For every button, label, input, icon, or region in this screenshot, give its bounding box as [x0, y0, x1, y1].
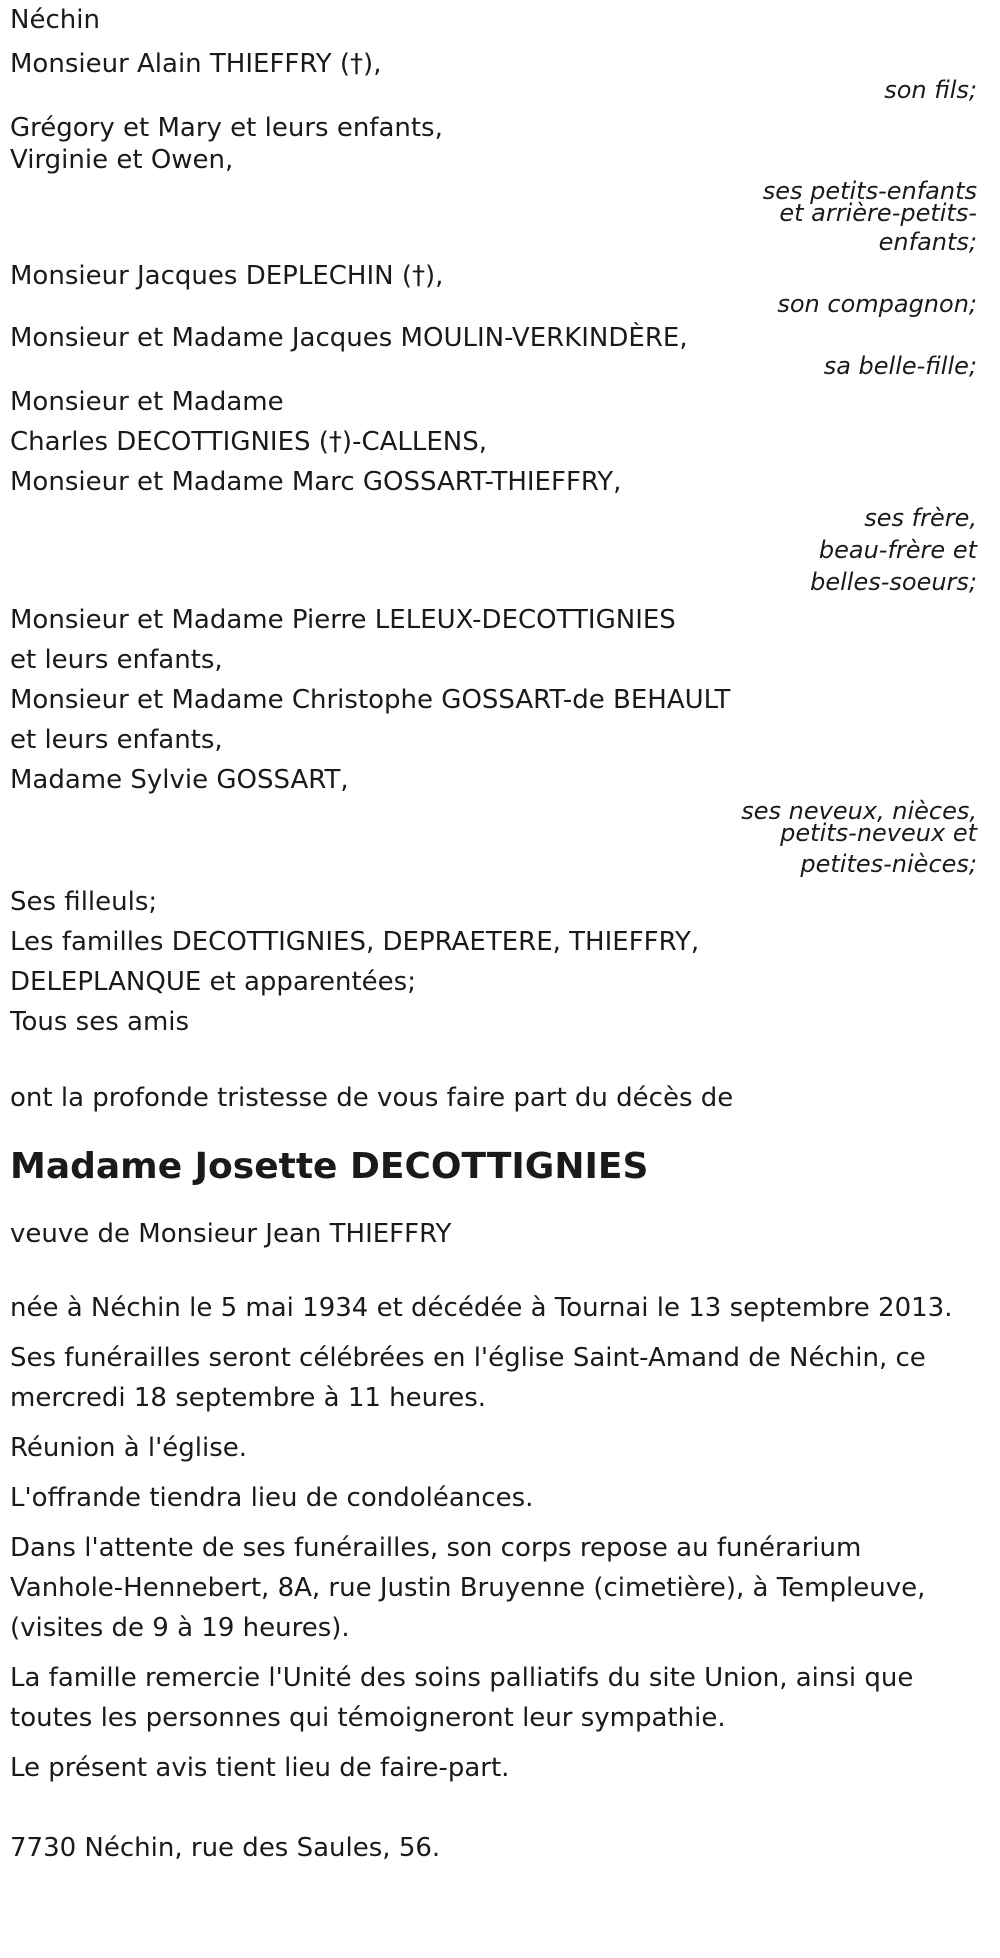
family-line: Monsieur et Madame Christophe GOSSART-de BEHAULT: [10, 685, 731, 715]
paragraph-line: toutes les personnes qui témoigneront leur sympathie.: [10, 1703, 726, 1733]
family-line: et leurs enfants,: [10, 645, 223, 675]
family-line: Monsieur et Madame Marc GOSSART-THIEFFRY,: [10, 467, 622, 497]
relation-label: petites-nièces;: [800, 850, 977, 878]
relation-label: beau-frère et: [818, 536, 977, 564]
relation-label: ses petits-enfants: [762, 177, 977, 205]
family-line: Monsieur Jacques DEPLECHIN (†),: [10, 261, 444, 291]
relation-label: enfants;: [878, 228, 977, 256]
family-group-companion: [10, 256, 990, 318]
family-line: Monsieur et Madame Jacques MOULIN-VERKINDÈRE,: [10, 323, 688, 353]
family-line: DELEPLANQUE et apparentées;: [10, 967, 416, 997]
family-line: Monsieur et Madame: [10, 387, 284, 417]
paragraph-birth-death: [10, 1288, 990, 1328]
paragraph-line: mercredi 18 septembre à 11 heures.: [10, 1383, 487, 1413]
paragraph-line: Réunion à l'église.: [10, 1433, 248, 1463]
paragraph-line: L'offrande tiendra lieu de condoléances.: [10, 1483, 534, 1513]
widow-of-text: veuve de Monsieur Jean THIEFFRY: [10, 1219, 452, 1249]
family-line: Virginie et Owen,: [10, 145, 234, 175]
relation-label: ses neveux, nièces,: [741, 797, 977, 825]
family-line: et leurs enfants,: [10, 725, 223, 755]
paragraph-line: Vanhole-Hennebert, 8A, rue Justin Bruyenne (cimetière), à Templeuve,: [10, 1573, 926, 1603]
paragraph-offering: [10, 1478, 990, 1518]
address-text: 7730 Néchin, rue des Saules, 56.: [10, 1833, 441, 1863]
family-line: Charles DECOTTIGNIES (†)-CALLENS,: [10, 427, 488, 457]
family-group-grandchildren: [10, 108, 990, 256]
relation-label: son compagnon;: [777, 290, 977, 318]
paragraph-line: Le présent avis tient lieu de faire-part.: [10, 1753, 510, 1783]
paragraph-funeral: [10, 1338, 990, 1418]
header-place: Néchin: [10, 5, 100, 35]
family-line: Madame Sylvie GOSSART,: [10, 765, 349, 795]
family-group-nephews: [10, 600, 990, 878]
relation-label: son fils;: [884, 76, 977, 104]
paragraph-notice: [10, 1748, 990, 1788]
paragraph-line: née à Néchin le 5 mai 1934 et décédée à Tournai le 13 septembre 2013.: [10, 1293, 953, 1323]
family-line: Monsieur Alain THIEFFRY (†),: [10, 49, 382, 79]
paragraph-line: Ses funérailles seront célébrées en l'église Saint-Amand de Néchin, ce: [10, 1343, 926, 1373]
family-line: Les familles DECOTTIGNIES, DEPRAETERE, THIEFFRY,: [10, 927, 700, 957]
family-group-siblings: [10, 382, 990, 596]
paragraph-line: La famille remercie l'Unité des soins palliatifs du site Union, ainsi que: [10, 1663, 914, 1693]
relation-label: ses frère,: [864, 504, 977, 532]
family-line: Monsieur et Madame Pierre LELEUX-DECOTTIGNIES: [10, 605, 676, 635]
paragraph-line: Dans l'attente de ses funérailles, son corps repose au funérarium: [10, 1533, 862, 1563]
family-line: Ses filleuls;: [10, 887, 158, 917]
relation-label: belles-soeurs;: [810, 568, 977, 596]
relation-label: petits-neveux et: [780, 819, 977, 847]
family-line: Tous ses amis: [10, 1007, 190, 1037]
family-group-others: [10, 882, 990, 1042]
family-group-son: [10, 44, 990, 104]
relation-label: sa belle-fille;: [823, 352, 977, 380]
paragraph-funerarium: [10, 1528, 990, 1648]
paragraph-reunion: [10, 1428, 990, 1468]
paragraph-thanks: [10, 1658, 990, 1738]
deceased-name: Madame Josette DECOTTIGNIES: [10, 1146, 649, 1187]
announcement-text: ont la profonde tristesse de vous faire part du décès de: [10, 1083, 734, 1113]
details-section: [10, 1288, 990, 1788]
family-line: Grégory et Mary et leurs enfants,: [10, 113, 443, 143]
family-group-daughter-in-law: [10, 318, 990, 380]
relation-label: et arrière-petits-: [779, 199, 977, 227]
paragraph-line: (visites de 9 à 19 heures).: [10, 1613, 350, 1643]
